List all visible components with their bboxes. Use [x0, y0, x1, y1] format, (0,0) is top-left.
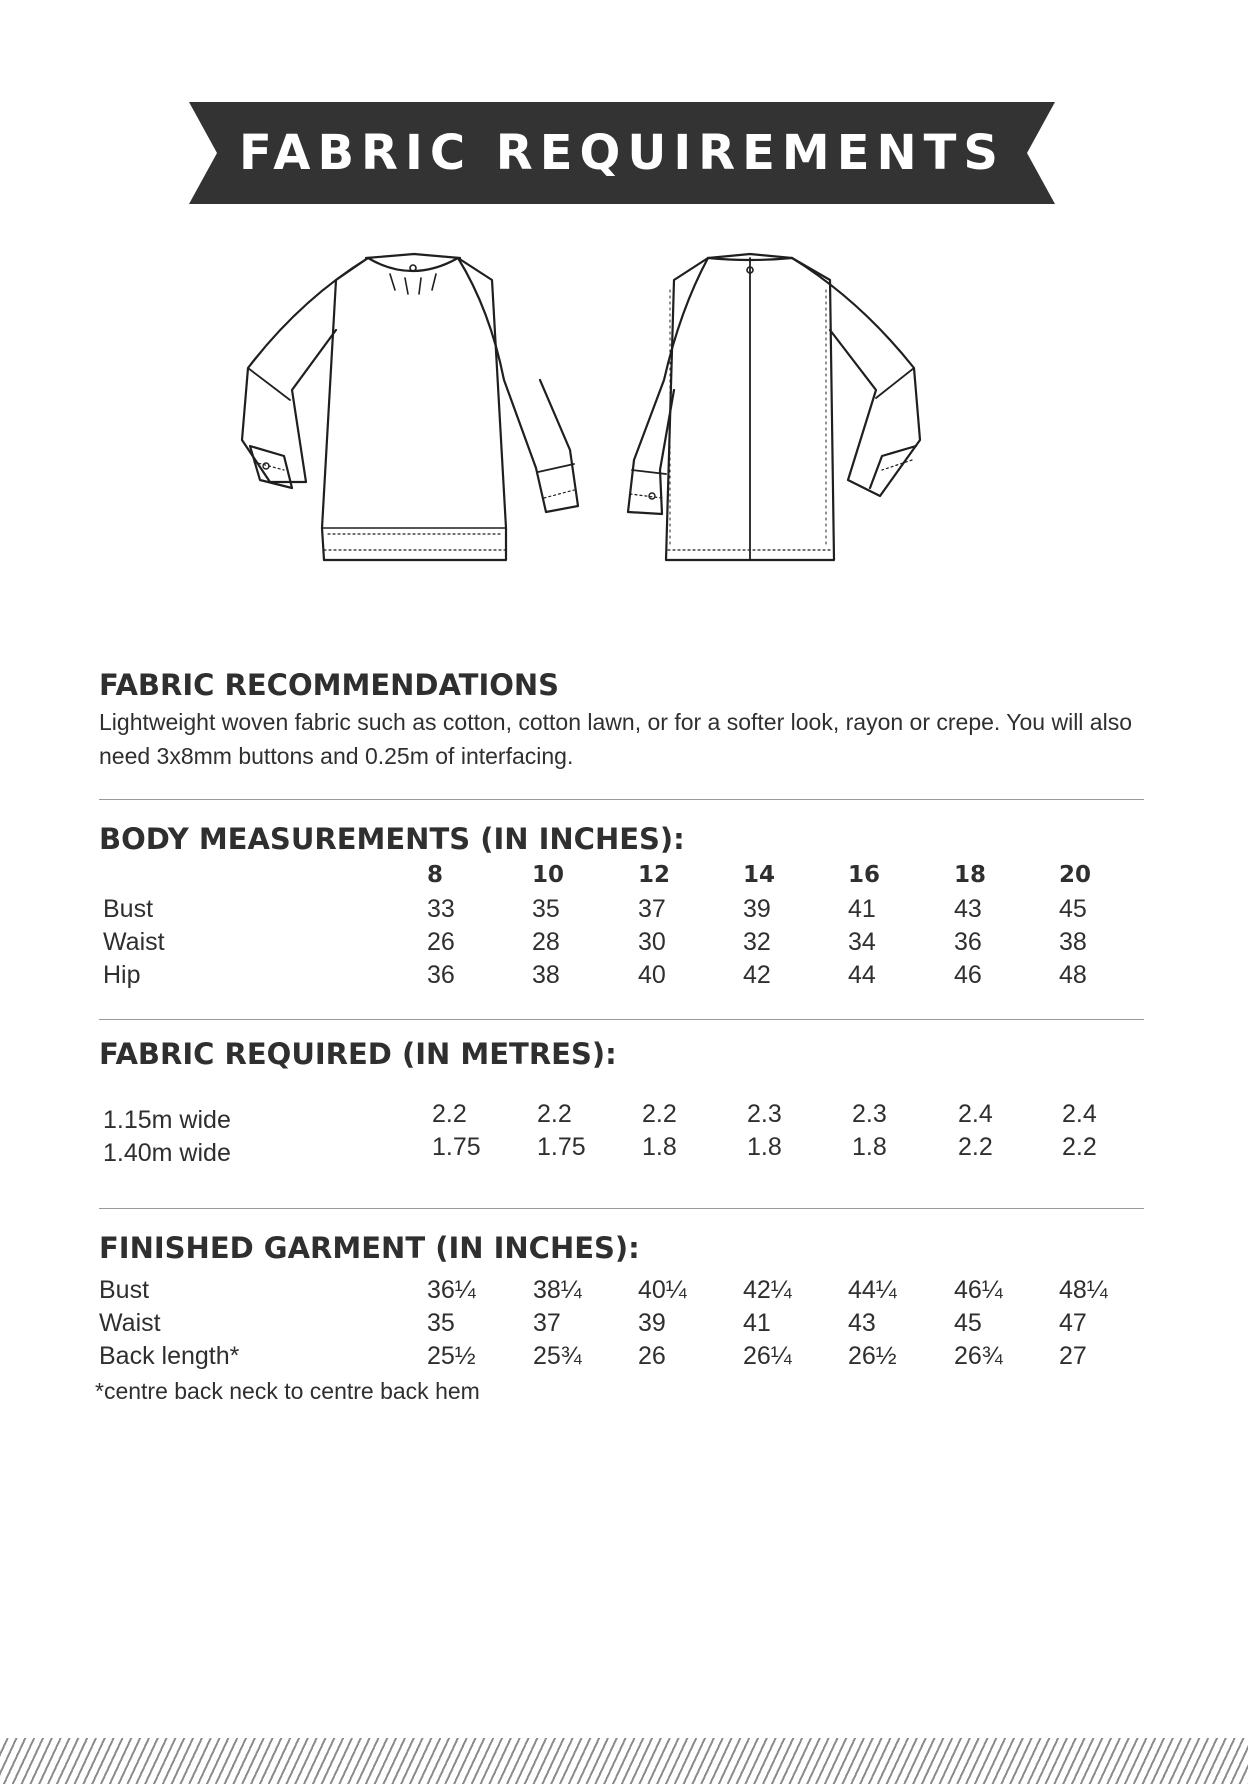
title-banner [189, 102, 1055, 204]
table-cell: 39 [638, 1309, 666, 1337]
row-label: Hip [103, 961, 141, 989]
size-header: 10 [532, 862, 565, 888]
table-row [0, 1133, 1248, 1166]
table-cell: 2.4 [958, 1100, 993, 1128]
table-cell: 2.2 [537, 1100, 572, 1128]
table-cell: 33 [427, 895, 455, 923]
row-label: 1.40m wide [103, 1139, 231, 1167]
divider [99, 799, 1144, 800]
table-cell: 1.8 [852, 1133, 887, 1161]
table-cell: 28 [532, 928, 560, 956]
page-title: FABRIC REQUIREMENTS [239, 125, 1005, 181]
table-cell: 32 [743, 928, 771, 956]
table-cell: 35 [532, 895, 560, 923]
table-cell: 35 [427, 1309, 455, 1337]
table-cell: 38 [1059, 928, 1087, 956]
table-cell: 46 [954, 961, 982, 989]
table-cell: 36¼ [427, 1276, 476, 1304]
table-cell: 36 [954, 928, 982, 956]
table-row [0, 1276, 1248, 1309]
table-cell: 26½ [848, 1342, 897, 1370]
table-cell: 45 [1059, 895, 1087, 923]
blouse-back-drawing [628, 254, 920, 560]
table-cell: 43 [954, 895, 982, 923]
table-cell: 34 [848, 928, 876, 956]
divider [99, 1019, 1144, 1020]
table-cell: 48¼ [1059, 1276, 1108, 1304]
table-cell: 30 [638, 928, 666, 956]
row-label: Bust [103, 895, 154, 923]
table-cell: 2.3 [747, 1100, 782, 1128]
table-cell: 2.2 [642, 1100, 677, 1128]
table-row [0, 1100, 1248, 1133]
row-label: Waist [103, 928, 165, 956]
table-row [0, 928, 1248, 961]
table-cell: 2.3 [852, 1100, 887, 1128]
table-row [0, 961, 1248, 994]
footnote: *centre back neck to centre back hem [95, 1378, 480, 1404]
table-cell: 2.2 [432, 1100, 467, 1128]
table-cell: 25½ [427, 1342, 476, 1370]
table-cell: 46¼ [954, 1276, 1003, 1304]
table-cell: 26 [638, 1342, 666, 1370]
table-cell: 1.8 [747, 1133, 782, 1161]
table-cell: 38¼ [533, 1276, 582, 1304]
table-cell: 37 [533, 1309, 561, 1337]
fabric-required-heading: FABRIC REQUIRED (IN METRES): [99, 1037, 617, 1071]
table-cell: 26 [427, 928, 455, 956]
finished-garment-heading: FINISHED GARMENT (IN INCHES): [99, 1231, 640, 1265]
size-header: 12 [638, 862, 671, 888]
table-cell: 41 [743, 1309, 771, 1337]
table-row [0, 1309, 1248, 1342]
table-cell: 25¾ [533, 1342, 582, 1370]
table-cell: 48 [1059, 961, 1087, 989]
row-label: Bust [99, 1276, 150, 1304]
table-cell: 44¼ [848, 1276, 897, 1304]
size-header: 14 [743, 862, 776, 888]
blouse-front-drawing [242, 254, 578, 560]
table-cell: 26¼ [743, 1342, 792, 1370]
row-label: 1.15m wide [103, 1106, 231, 1134]
table-cell: 26¾ [954, 1342, 1003, 1370]
size-header: 8 [427, 862, 444, 888]
table-cell: 2.2 [958, 1133, 993, 1161]
table-cell: 39 [743, 895, 771, 923]
table-cell: 40¼ [638, 1276, 687, 1304]
body-measurements-table [0, 862, 1248, 994]
table-cell: 36 [427, 961, 455, 989]
table-row [0, 895, 1248, 928]
body-measurements-heading: BODY MEASUREMENTS (IN INCHES): [99, 822, 685, 856]
table-cell: 1.8 [642, 1133, 677, 1161]
fabric-required-table [0, 1100, 1248, 1166]
table-cell: 1.75 [537, 1133, 586, 1161]
table-cell: 42 [743, 961, 771, 989]
table-cell: 27 [1059, 1342, 1087, 1370]
table-cell: 41 [848, 895, 876, 923]
table-cell: 1.75 [432, 1133, 481, 1161]
table-row [0, 1342, 1248, 1375]
table-cell: 44 [848, 961, 876, 989]
fabric-recommendations-heading: FABRIC RECOMMENDATIONS [99, 668, 560, 702]
size-header: 16 [848, 862, 881, 888]
table-cell: 40 [638, 961, 666, 989]
table-cell: 45 [954, 1309, 982, 1337]
table-cell: 43 [848, 1309, 876, 1337]
table-cell: 42¼ [743, 1276, 792, 1304]
table-cell: 2.2 [1062, 1133, 1097, 1161]
garment-illustrations [240, 250, 1000, 585]
row-label: Waist [99, 1309, 161, 1337]
size-header: 20 [1059, 862, 1092, 888]
table-cell: 47 [1059, 1309, 1087, 1337]
fabric-recommendations-text: Lightweight woven fabric such as cotton, cotton lawn, or for a softer look, rayon or crepe. You will also need 3x8mm buttons and 0.25m of interfacing. [99, 709, 1133, 769]
table-cell: 38 [532, 961, 560, 989]
table-cell: 2.4 [1062, 1100, 1097, 1128]
table-cell: 37 [638, 895, 666, 923]
size-header: 18 [954, 862, 987, 888]
decorative-stripe-border [0, 1738, 1248, 1784]
divider [99, 1208, 1144, 1209]
row-label: Back length* [99, 1342, 240, 1370]
size-header-row [0, 862, 1248, 895]
finished-garment-table [0, 1276, 1248, 1375]
